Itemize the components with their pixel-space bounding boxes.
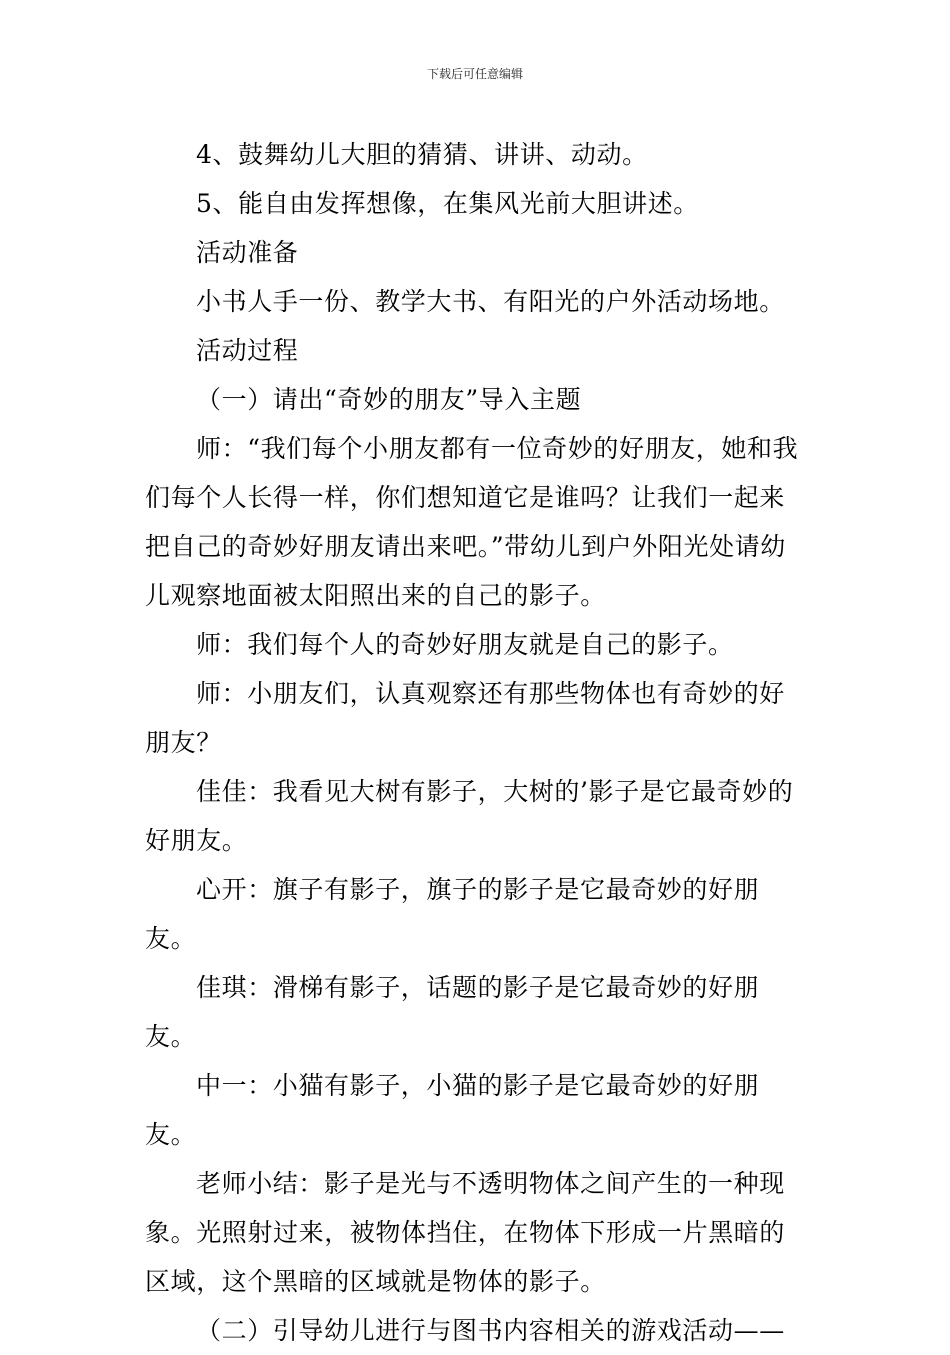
objective-5: 5、能自由发挥想像，在集风光前大胆讲述。 bbox=[196, 189, 699, 218]
document-body bbox=[145, 130, 810, 1355]
objective-4: 4、鼓舞幼儿大胆的猜猜、讲讲、动动。 bbox=[196, 140, 648, 169]
teacher-reveal-paragraph: 师：我们每个人的奇妙好朋友就是自己的影子。 bbox=[196, 630, 734, 659]
child-answer-jiajia: 佳佳：我看见大树有影子，大树的’影子是它最奇妙的好朋友。 bbox=[145, 777, 794, 855]
step-2-heading: （二）引导幼儿进行与图书内容相关的游戏活动—— bbox=[196, 1316, 785, 1345]
section-heading-process: 活动过程 bbox=[196, 336, 299, 365]
teacher-summary-paragraph: 老师小结：影子是光与不透明物体之间产生的一种现象。光照射过来，被物体挡住，在物体下形成一片黑暗的区域，这个黑暗的区域就是物体的影子。 bbox=[145, 1169, 786, 1296]
preparation-materials: 小书人手一份、教学大书、有阳光的户外活动场地。 bbox=[196, 287, 785, 316]
step-1-heading: （一）请出“奇妙的朋友”导入主题 bbox=[196, 385, 582, 414]
child-answer-zhongyi: 中一：小猫有影子，小猫的影子是它最奇妙的好朋友。 bbox=[145, 1071, 760, 1149]
child-answer-xinkai: 心开：旗子有影子，旗子的影子是它最奇妙的好朋友。 bbox=[145, 875, 760, 953]
section-heading-preparation: 活动准备 bbox=[196, 238, 299, 267]
page-header: 下载后可任意编辑 bbox=[426, 67, 523, 81]
child-answer-jiaqi: 佳琪：滑梯有影子，话题的影子是它最奇妙的好朋友。 bbox=[145, 973, 760, 1051]
teacher-question-paragraph: 师：小朋友们，认真观察还有那些物体也有奇妙的好朋友？ bbox=[145, 679, 785, 757]
teacher-intro-paragraph: 师：“我们每个小朋友都有一位奇妙的好朋友，她和我们每个人长得一样，你们想知道它是谁吗？让我们一起来把自己的奇妙好朋友请出来吧。”带幼儿到户外阳光处请幼儿观察地面被太阳照出来的自己的影子。 bbox=[145, 434, 799, 610]
